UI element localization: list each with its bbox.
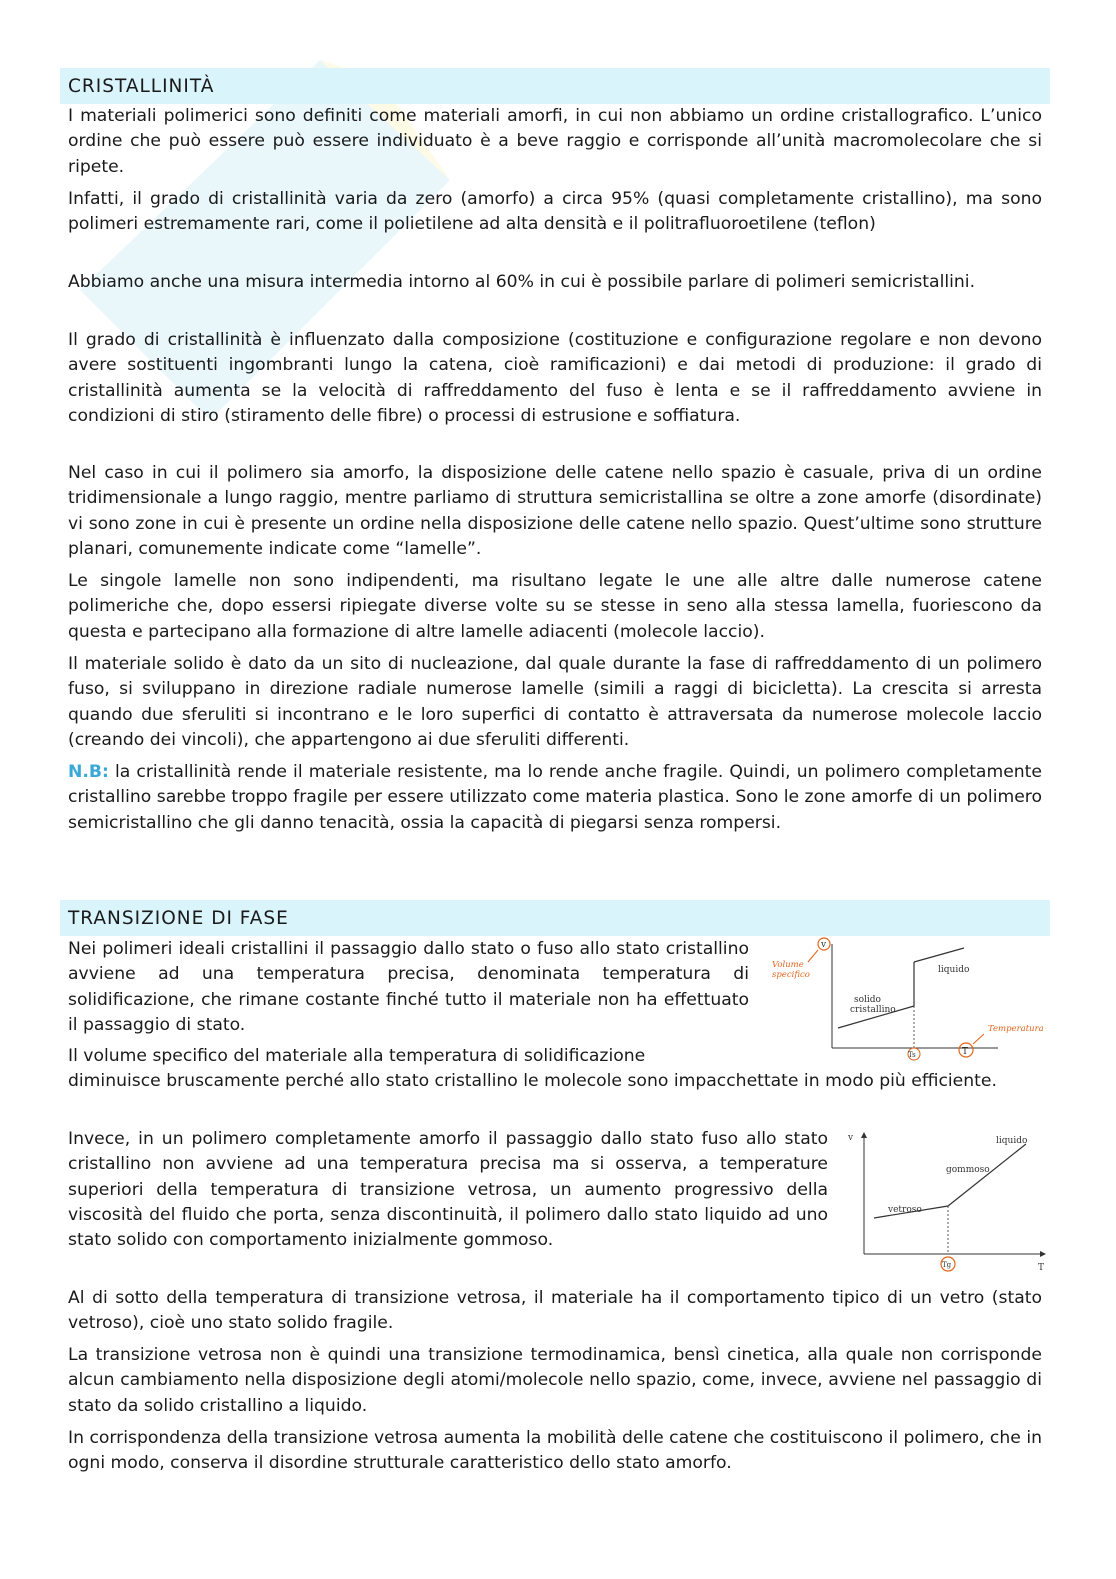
paragraph: La transizione vetrosa non è quindi una transizione termodinamica, bensì cinetica, alla quale non corrisponde alcun cambiamento nella disposizione degli atomi/molecole nello spazio, come, invece, avviene nel passaggio di stato da solido cristallino a liquido. xyxy=(68,1345,1042,1416)
paragraph: Infatti, il grado di cristallinità varia da zero (amorfo) a circa 95% (quasi completamente cristallino), ma sono polimeri estremamente rari, come il polietilene ad alta densità e il politrafluoroetilene (teflon) xyxy=(68,189,1042,235)
transition-marker: Ts xyxy=(908,1051,916,1059)
section-heading-cristallinita: CRISTALLINITÀ xyxy=(60,68,1050,104)
section-heading-transizione-di-fase: TRANSIZIONE DI FASE xyxy=(60,900,1050,936)
nb-label: N.B: xyxy=(68,762,109,782)
paragraph: Il volume specifico del materiale alla temperatura di solidificazione xyxy=(68,1046,646,1066)
paragraph: Nel caso in cui il polimero sia amorfo, la disposizione delle catene nello spazio è casuale, priva di un ordine tridimensionale a lungo raggio, mentre parliamo di struttura semicristallina se oltre a zone amorfe (disordinate) vi sono zone in cui è presente un ordine nella disposizione delle catene nello spazio. Quest’ultime sono strutture planari, comunemente indicate come “lamelle”. xyxy=(68,463,1042,559)
region-liquid-label: liquido xyxy=(996,1136,1028,1146)
paragraph: Il materiale solido è dato da un sito di nucleazione, dal quale durante la fase di raffreddamento di un polimero fuso, si sviluppano in direzione radiale numerose lamelle (simili a raggi di bicicletta). La crescita si arresta quando due sferuliti si incontrano e le loro superfici di contatto è attraversata da numerose molecole laccio (creando dei vincoli), che appartengono ai due sferuliti differenti. xyxy=(68,654,1042,750)
figure-amorphous-transition xyxy=(838,1128,1050,1278)
transition-marker: Tg xyxy=(942,1261,952,1269)
liquid-line xyxy=(914,948,964,962)
region-rubbery-label: gommoso xyxy=(946,1165,990,1175)
region-glassy-label: vetroso xyxy=(888,1205,922,1215)
paragraph: Nei polimeri ideali cristallini il passaggio dallo stato o fuso allo stato cristallino avviene ad una temperatura precisa, denominata temperatura di solidificazione, che rimane costante finché tutto il materiale non ha effettuato il passaggio di stato. xyxy=(68,939,749,1035)
paragraph: Al di sotto della temperatura di transizione vetrosa, il materiale ha il comportamento tipico di un vetro (stato vetroso), cioè uno stato solido fragile. xyxy=(68,1288,1042,1334)
figure-crystalline-transition xyxy=(766,932,1046,1070)
paragraph: Le singole lamelle non sono indipendenti, ma risultano legate le une alle altre dalle numerose catene polimeriche che, dopo essersi ripiegate diverse volte su se stesse in seno alla stessa lamella, fuoriescono da questa e partecipano alla formazione di altre lamelle adiacenti (molecole laccio). xyxy=(68,571,1042,642)
y-axis-label-1: Volume xyxy=(772,960,804,970)
paragraph: In corrispondenza della transizione vetrosa aumenta la mobilità delle catene che costituiscono il polimero, che in ogni modo, conserva il disordine strutturale caratteristico dello stato amorfo. xyxy=(68,1428,1042,1474)
nb-text: la cristallinità rende il materiale resistente, ma lo rende anche fragile. Quindi, un polimero completamente cristallino sarebbe troppo fragile per essere utilizzato come materia plastica. Sono le zone amorfe di un polimero semicristallino che gli danno tenacità, ossia la capacità di piegarsi senza rompersi. xyxy=(68,762,1042,833)
paragraph: Invece, in un polimero completamente amorfo il passaggio dallo stato fuso allo stato cristallino non avviene ad una temperatura precisa ma si osserva, a temperature superiori della temperatura di transizione vetrosa, un aumento progressivo della viscosità del fluido che porta, senza discontinuità, il polimero dallo stato liquido ad uno stato solido con comportamento inizialmente gommoso. xyxy=(68,1129,828,1251)
x-axis-label: Temperatura xyxy=(988,1024,1044,1034)
paragraph: Il grado di cristallinità è influenzato dalla composizione (costituzione e configurazione regolare e non devono avere sostituenti ingombranti lungo la catena, cioè ramificazioni) e dai metodi di produzione: il grado di cristallinità aumenta se la velocità di raffreddamento del fuso è lenta e se il raffreddamento avviene in condizioni di stiro (stiramento delle fibre) o processi di estrusione e soffiatura. xyxy=(68,330,1042,426)
nb-paragraph xyxy=(68,760,1042,836)
y-axis-symbol: v xyxy=(821,940,827,950)
paragraph: Abbiamo anche una misura intermedia intorno al 60% in cui è possibile parlare di polimeri semicristallini. xyxy=(68,272,976,292)
region-solid-label-2: cristallino xyxy=(850,1005,896,1015)
paragraph: diminuisce bruscamente perché allo stato cristallino le molecole sono impacchettate in modo più efficiente. xyxy=(68,1071,997,1091)
y-axis-symbol: v xyxy=(848,1133,854,1143)
x-axis-symbol: T xyxy=(962,1047,969,1057)
region-solid-label-1: solido xyxy=(854,995,881,1005)
paragraph: I materiali polimerici sono definiti come materiali amorfi, in cui non abbiamo un ordine cristallografico. L’unico ordine che può essere può essere individuato è a beve raggio e corrisponde all’unità macromolecolare che si ripete. xyxy=(68,106,1042,177)
region-liquid-label: liquido xyxy=(938,965,970,975)
x-axis-symbol: T xyxy=(1038,1263,1045,1273)
y-axis-label-2: specifico xyxy=(772,970,810,980)
